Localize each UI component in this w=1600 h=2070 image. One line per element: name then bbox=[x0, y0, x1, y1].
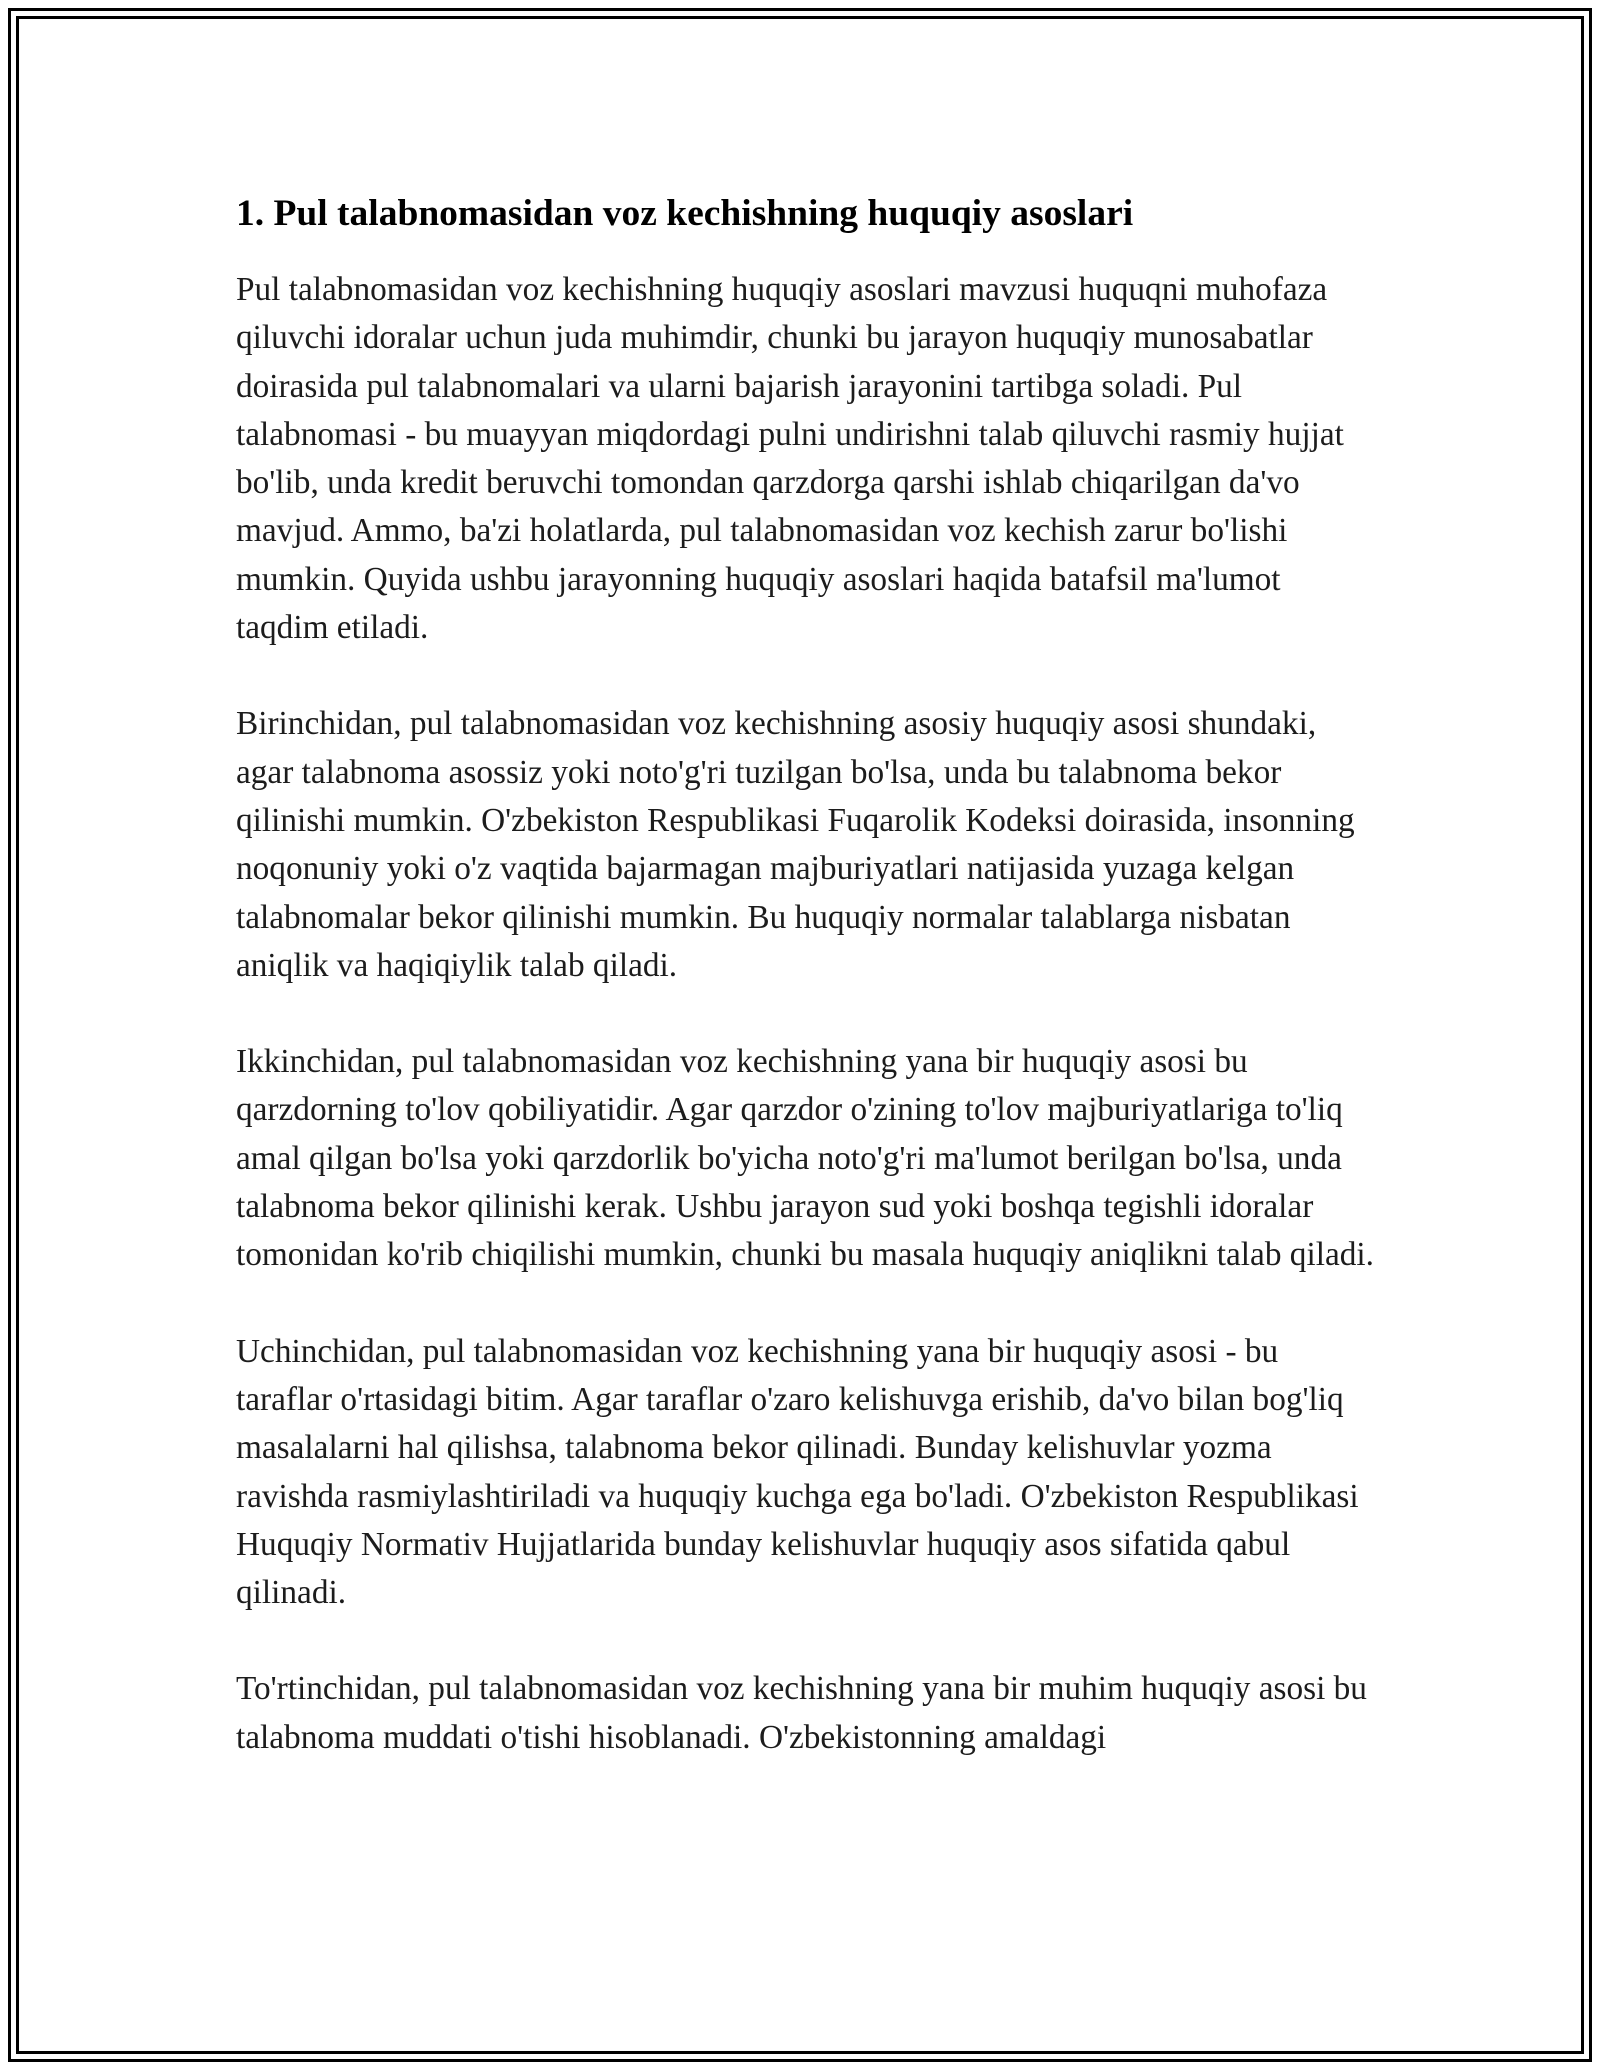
paragraph-intro: Pul talabnomasidan voz kechishning huquqiy asoslari mavzusi huquqni muhofaza qiluvchi idoralar uchun juda muhimdir, chunki bu jarayon huquqiy munosabatlar doirasida pul talabnomalari va ularni bajarish jarayonini tartibga soladi. Pul talabnomasi - bu muayyan miqdordagi pulni undirishni talab qiluvchi rasmiy hujjat bo'lib, unda kredit beruvchi tomondan qarzdorga qarshi ishlab chiqarilgan da'vo mavjud. Ammo, ba'zi holatlarda, pul talabnomasidan voz kechish zarur bo'lishi mumkin. Quyida ushbu jarayonning huquqiy asoslari haqida batafsil ma'lumot taqdim etiladi. bbox=[236, 271, 1344, 647]
paragraph-first-basis: Birinchidan, pul talabnomasidan voz kechishning asosiy huquqiy asosi shundaki, agar talabnoma asossiz yoki noto'g'ri tuzilgan bo'lsa, unda bu talabnoma bekor qilinishi mumkin. O'zbekiston Respublikasi Fuqarolik Kodeksi doirasida, insonning noqonuniy yoki o'z vaqtida bajarmagan majburiyatlari natijasida yuzaga kelgan talabnomalar bekor qilinishi mumkin. Bu huquqiy normalar talablarga nisbatan aniqlik va haqiqiylik talab qiladi. bbox=[236, 705, 1355, 984]
document-body bbox=[236, 188, 1376, 1810]
paragraph-third-basis: Uchinchidan, pul talabnomasidan voz kechishning yana bir huquqiy asosi - bu taraflar o'rtasidagi bitim. Agar taraflar o'zaro kelishuvga erishib, da'vo bilan bog'liq masalalarni hal qilishsa, talabnoma bekor qilinadi. Bunday kelishuvlar yozma ravishda rasmiylashtiriladi va huquqiy kuchga ega bo'ladi. O'zbekiston Respublikasi Huquqiy Normativ Hujjatlarida bunday kelishuvlar huquqiy asos sifatida qabul qilinadi. bbox=[236, 1332, 1359, 1612]
paragraph-fourth-basis: To'rtinchidan, pul talabnomasidan voz kechishning yana bir muhim huquqiy asosi bu talabnoma muddati o'tishi hisoblanadi. O'zbekistonning amaldagi bbox=[236, 1670, 1367, 1756]
section-heading: 1. Pul talabnomasidan voz kechishning huquqiy asoslari bbox=[236, 193, 1134, 234]
paragraph-second-basis: Ikkinchidan, pul talabnomasidan voz kechishning yana bir huquqiy asosi bu qarzdorning to'lov qobiliyatidir. Agar qarzdor o'zining to'lov majburiyatlariga to'liq amal qilgan bo'lsa yoki qarzdorlik bo'yicha noto'g'ri ma'lumot berilgan bo'lsa, unda talabnoma bekor qilinishi kerak. Ushbu jarayon sud yoki boshqa tegishli idoralar tomonidan ko'rib chiqilishi mumkin, chunki bu masala huquqiy aniqlikni talab qiladi. bbox=[236, 1043, 1374, 1274]
